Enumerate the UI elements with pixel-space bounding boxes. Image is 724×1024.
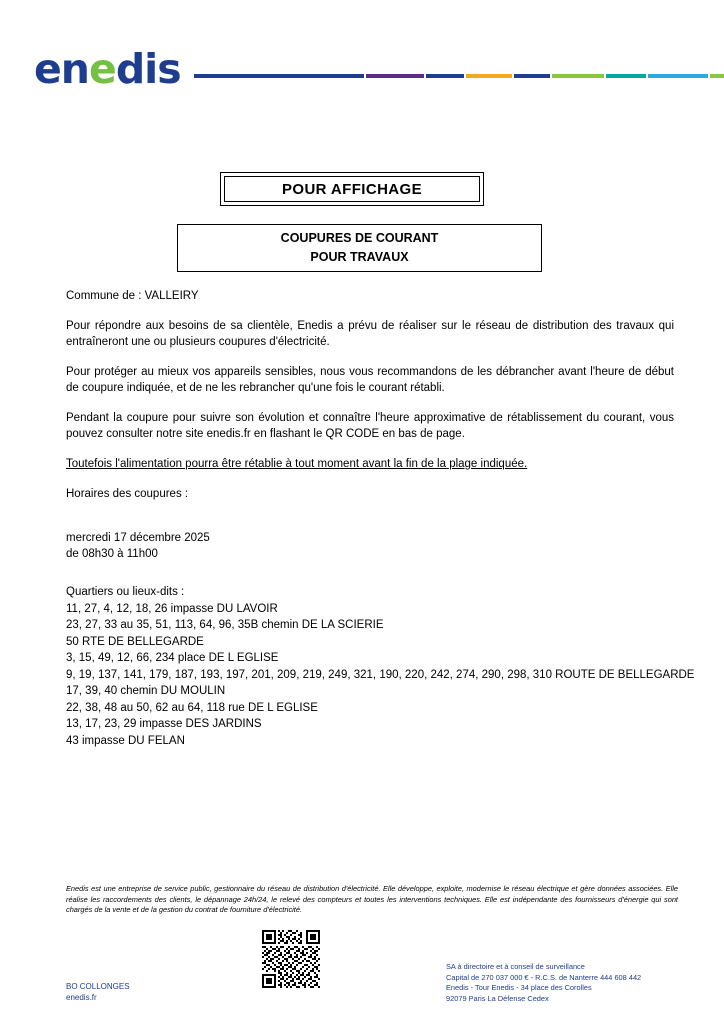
company-info — [446, 962, 641, 1004]
logo-part-1: en — [34, 45, 89, 93]
legal-notice: Enedis est une entreprise de service public, gestionnaire du réseau de distribution d'électricité. Elle développe, exploite, modernise le réseau électrique et gère données associées. Elle réalise les raccordements des clients, le dépannage 24h/24, le relevé des compteurs et toutes les interventions techniques. Elle est indépendante des fournisseurs d'énergie qui sont chargés de la vente et de la gestion du contrat de fourniture d'électricité. — [66, 884, 678, 914]
bo-block — [66, 981, 130, 1003]
coupures-title-box — [177, 224, 542, 272]
rule-segment-purple — [366, 74, 424, 78]
company-line-4: 92079 Paris La Défense Cedex — [446, 993, 549, 1003]
qr-code-icon[interactable] — [262, 930, 320, 988]
paragraph-4-underlined: Toutefois l'alimentation pourra être rétablie à tout moment avant la fin de la plage indiquée. — [66, 458, 528, 470]
list-item: 22, 38, 48 au 50, 62 au 64, 118 rue DE L EGLISE — [66, 701, 318, 714]
paragraph-2: Pour protéger au mieux vos appareils sensibles, nous vous recommandons de les débrancher avant l'heure de début de coupure indiquée, et de ne les rebrancher qu'une fois le courant rétabli. — [66, 366, 674, 394]
coupures-line-1: COUPURES DE COURANT — [280, 231, 439, 245]
paragraph-3: Pendant la coupure pour suivre son évolution et connaître l'heure approximative de rétablissement du courant, vous pouvez consulter notre site enedis.fr en flashant le QR CODE en bas de page. — [66, 412, 674, 440]
coupures-line-2: POUR TRAVAUX — [310, 250, 409, 264]
list-item: 13, 17, 23, 29 impasse DES JARDINS — [66, 718, 262, 730]
rule-segment-blue — [194, 74, 364, 78]
commune-line: Commune de : VALLEIRY — [66, 290, 199, 302]
company-line-3: Enedis - Tour Enedis - 34 place des Corolles — [446, 983, 592, 992]
list-item: 3, 15, 49, 12, 66, 234 place DE L EGLISE — [66, 652, 279, 664]
rule-segment-teal — [606, 74, 646, 78]
list-item: 17, 39, 40 chemin DU MOULIN — [66, 685, 226, 697]
rule-segment-blue3 — [514, 74, 550, 78]
outage-time: de 08h30 à 11h00 — [66, 548, 158, 560]
quartiers-label: Quartiers ou lieux-dits : — [66, 586, 185, 598]
paragraph-1: Pour répondre aux besoins de sa clientèle, Enedis a prévu de réaliser sur le réseau de distribution des travaux qui entraîneront une ou plusieurs coupures d'électricité. — [66, 320, 674, 348]
affected-areas — [66, 584, 695, 749]
outage-schedule — [66, 530, 674, 562]
horaires-label: Horaires des coupures : — [66, 488, 189, 500]
company-line-1: SA à directoire et à conseil de surveillance — [446, 962, 585, 971]
logo-part-3: dis — [115, 45, 181, 93]
rule-segment-green2 — [710, 74, 724, 78]
logo-part-2: e — [89, 45, 116, 93]
company-line-2: Capital de 270 037 000 € - R.C.S. de Nanterre 444 608 442 — [446, 972, 642, 982]
pour-affichage-box — [220, 172, 484, 206]
document-body — [66, 288, 695, 749]
rule-segment-orange — [466, 74, 512, 78]
outage-date: mercredi 17 décembre 2025 — [66, 532, 210, 544]
list-item: 23, 27, 33 au 35, 51, 113, 64, 96, 35B chemin DE LA SCIERIE — [66, 619, 384, 631]
enedis-logo — [34, 45, 181, 93]
rule-segment-cyan — [648, 74, 708, 78]
bo-name: BO COLLONGES — [66, 982, 130, 991]
list-item: 50 RTE DE BELLEGARDE — [66, 635, 204, 648]
pour-affichage-label: POUR AFFICHAGE — [224, 176, 480, 202]
website-link[interactable]: enedis.fr — [66, 993, 97, 1002]
list-item: 11, 27, 4, 12, 18, 26 impasse DU LAVOIR — [66, 602, 278, 615]
header-color-rule — [194, 74, 690, 78]
list-item: 9, 19, 137, 141, 179, 187, 193, 197, 201, 209, 219, 249, 321, 190, 220, 242, 274, 290, 298, 310 ROUTE DE BELLEGARDE — [66, 668, 695, 681]
list-item: 43 impasse DU FELAN — [66, 734, 185, 747]
rule-segment-green — [552, 74, 604, 78]
document-header — [34, 45, 690, 94]
rule-segment-blue2 — [426, 74, 464, 78]
